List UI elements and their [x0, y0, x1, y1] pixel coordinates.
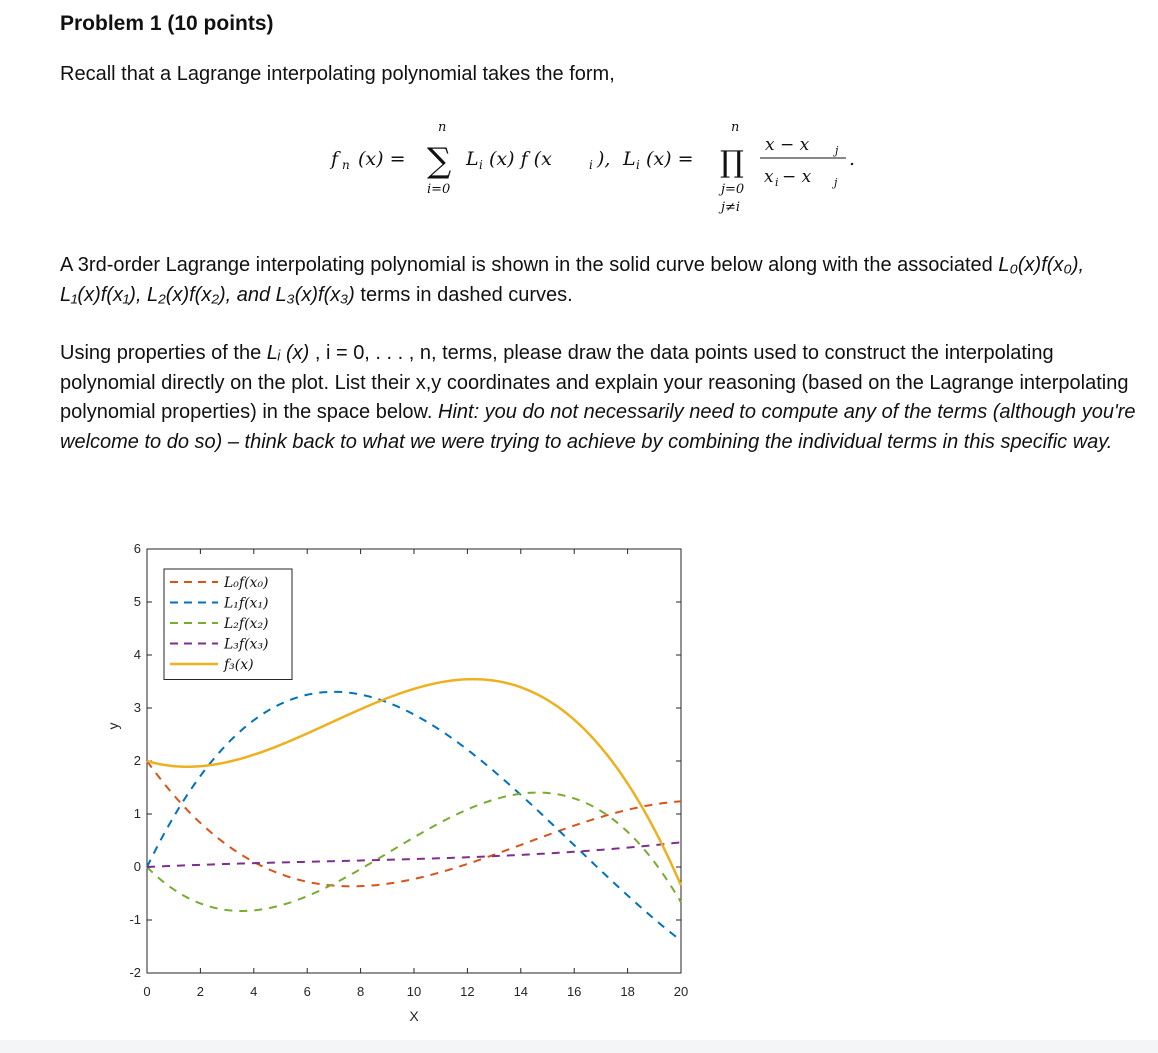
sum-body-L: L: [466, 148, 479, 170]
y-axis-label: y: [105, 722, 121, 730]
description-part1: A 3rd-order Lagrange interpolating polynomial is shown in the solid curve below along with the associated: [60, 254, 999, 276]
y-tick-label: -1: [129, 912, 141, 927]
page-bottom-strip: [0, 1040, 1158, 1053]
L-def-sub: i: [636, 158, 640, 172]
prod-lower-limit-2: j≠i: [721, 200, 741, 215]
x-tick-label: 0: [143, 984, 151, 999]
prod-lower-limit-1: j=0: [721, 182, 745, 197]
x-tick-label: 14: [513, 984, 529, 999]
sum-lower-limit: i=0: [427, 182, 451, 197]
y-tick-label: -2: [129, 965, 141, 980]
x-tick-label: 10: [406, 984, 422, 999]
series-line-5: [147, 679, 681, 885]
x-tick-label: 18: [620, 984, 635, 999]
problem-title: Problem 1 (10 points): [60, 12, 274, 35]
x-tick-label: 16: [566, 984, 582, 999]
series-line-4: [147, 842, 681, 867]
sum-body-L-sub: i: [479, 158, 483, 172]
y-tick-label: 4: [133, 647, 141, 662]
legend-entry-label: L₀f(x₀): [224, 575, 269, 591]
fraction-numerator-sub: j: [835, 144, 839, 157]
x-tick-label: 4: [250, 984, 258, 999]
formula-lhs-sub: n: [342, 158, 350, 172]
fraction-denominator: x: [764, 167, 774, 187]
intro-text: Recall that a Lagrange interpolating polynomial takes the form,: [60, 63, 615, 85]
x-axis-label: X: [409, 1008, 419, 1024]
y-tick-label: 3: [133, 700, 141, 715]
y-tick-label: 0: [133, 859, 141, 874]
sum-body-rest: (x) f (x: [489, 148, 552, 170]
question-part1: Using properties of the: [60, 342, 267, 364]
description-part2: terms in dashed curves.: [354, 283, 573, 306]
question-part2: , i = 0, . . . , n, terms, please draw the data points used to construct the interpolating polynomial directly on the plot. List their x,y coordinates and explain your reasoning (based on the Lagrange interpolating polynomial properties) in the space below.: [60, 342, 1129, 423]
fraction-numerator: x − x: [765, 135, 810, 155]
description-terms: L₀(x)f(x₀), L₁(x)f(x₁), L₂(x)f(x₂), and L₃(x)f(x₃): [60, 254, 1085, 306]
fraction-denominator-sub-j: j: [834, 176, 838, 189]
x-tick-label: 6: [303, 984, 311, 999]
sum-body-rest-sub: i: [589, 158, 593, 172]
x-tick-label: 2: [196, 984, 205, 999]
formula-arg: (x) =: [358, 148, 406, 170]
formula-lhs: f: [331, 148, 339, 170]
legend-entry-label: f₃(x): [224, 657, 254, 673]
prod-upper-limit: n: [731, 120, 740, 135]
y-tick-label: 6: [133, 541, 141, 556]
series-line-1: [147, 761, 681, 886]
legend-entry-label: L₂f(x₂): [224, 616, 269, 632]
fraction-denominator-mid: − x: [782, 167, 812, 187]
question-li: Lᵢ (x): [266, 342, 310, 364]
x-tick-label: 8: [356, 984, 365, 999]
series-line-3: [147, 793, 681, 911]
chart-legend: [164, 569, 292, 680]
y-tick-label: 1: [133, 806, 141, 821]
L-def-rest: (x) =: [646, 148, 694, 170]
product-symbol: ∏: [720, 145, 744, 180]
y-tick-label: 5: [133, 594, 141, 609]
y-tick-label: 2: [133, 753, 141, 768]
x-tick-label: 12: [460, 984, 475, 999]
L-def-L: L: [623, 148, 636, 170]
chart-plot-area: [105, 541, 688, 1024]
sum-upper-limit: n: [438, 120, 447, 135]
formula-period: .: [849, 148, 856, 170]
legend-entry-label: L₃f(x₃): [224, 636, 269, 653]
fraction-denominator-sub-i: i: [775, 176, 779, 189]
sum-body-end: ),: [597, 148, 611, 170]
question-hint: Hint: you do not necessarily need to compute any of the terms (although you're welcome to do so) – think back to what we were trying to achieve by combining the individual terms in this specific way.: [60, 401, 1136, 453]
x-tick-label: 20: [673, 984, 689, 999]
legend-entry-label: L₁f(x₁): [224, 595, 269, 612]
summation-symbol: ∑: [427, 141, 452, 181]
